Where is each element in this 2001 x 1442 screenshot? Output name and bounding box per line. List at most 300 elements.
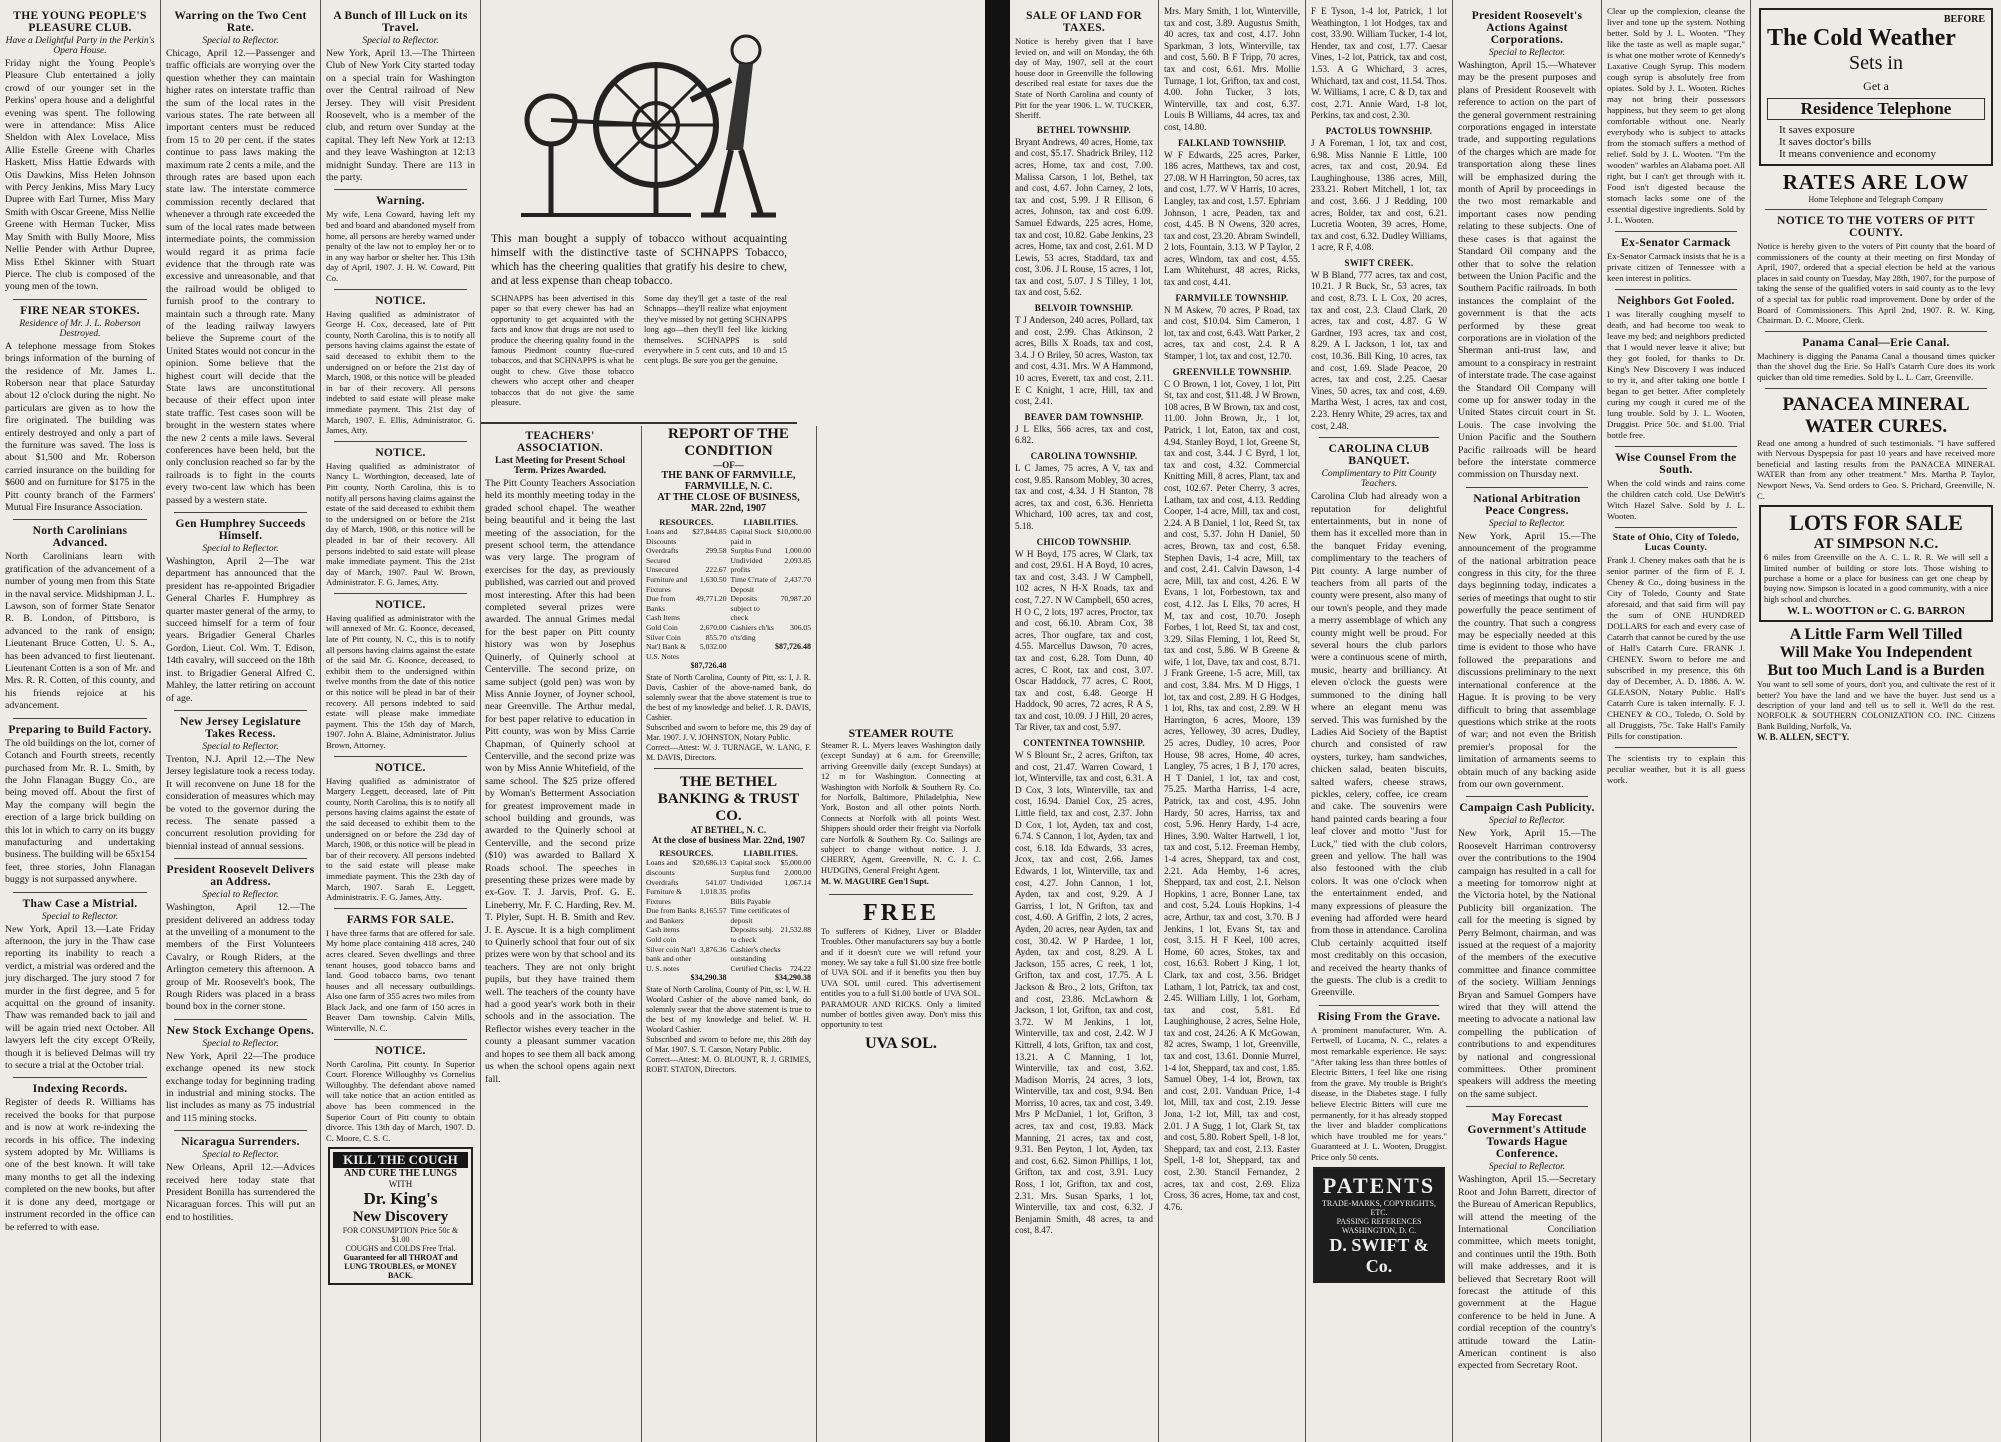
headline-carmack: Ex-Senator Carmack [1621, 237, 1731, 249]
divider [829, 894, 973, 895]
column-2 [161, 0, 320, 1442]
headline-notice: NOTICE. [375, 446, 426, 459]
column-12 [1751, 0, 2001, 1442]
ad-benefit: It saves exposure [1779, 124, 1855, 136]
divider [334, 189, 467, 190]
headline-rising-grave: Rising From the Grave. [1317, 1010, 1441, 1023]
left-newspaper-page [0, 0, 985, 1442]
steamer-schedule: Steamer R. L. Myers leaves Washington daily (except Sunday) at 6 a.m. for Greenville; arriving Greenville daily (except Sundays) at 12 m for Washington. Connecting at Washington with Norfolk & Southern Ry. Co. for Norfolk, Baltimore, Philadelphia, New York, Boston and all other points North. Connects at Norfolk with all points West. Shippers should order their freight via Norfolk care Norfolk & Southern Ry. Co. Sailings are subject to change without notice. J. J. CHERRY, Agent, Greenville, N. C. J. C. HUDGINS, General Freight Agent. [821, 741, 981, 875]
ledger-row [646, 945, 727, 974]
divider [334, 289, 467, 290]
divider [174, 1019, 307, 1020]
divider [654, 768, 803, 769]
divider [1466, 1106, 1588, 1107]
divider [1615, 289, 1737, 290]
notice-koonce: Having qualified as administrator with the will annexed of Mr. G. Koonce, deceased, late of Pitt county, N. C., this is to notify all persons having claims against the estate of the said Mr. G. Koonce, deceased, to exhibit them to the undersigned within twelve months from the date of this notice or this notice will be plead in bar of their recovery. All persons indebted to said estate will please make immediate payment. This the 15th day of March, 1907. John A. Blaine, Administrator. Julius Brown, Attorney. [326, 612, 475, 750]
subhead: Special to Reflector. [1488, 518, 1566, 529]
story-indexing: Register of deeds R. Williams has received the books for that purpose and is now at work re-indexing the records in his office. The indexing system adopted by Mr. Williams is one of the best known. It will take many months to get all the indexing completed on the new books, but after it is done any deed, mortgage or instrument recorded in the office can be referred to with ease. [5, 1097, 155, 1233]
ledger-row [646, 613, 727, 623]
ledger-amount: 1,000.00 [784, 546, 811, 556]
headline-peace-congress: National Arbitration Peace Congress. [1473, 492, 1581, 517]
ledger-item: Gold coin [646, 935, 677, 945]
ledger-row [731, 527, 812, 546]
ledger-amount: 2,437.70 [784, 574, 811, 584]
ledger-amount: $10,000.00 [776, 527, 811, 536]
report-of: —OF— [713, 460, 744, 470]
ledger-amount: 2,000.00 [784, 867, 811, 877]
ledger-item: Capital Stock paid in [730, 527, 772, 546]
bethel-statement [646, 848, 811, 982]
headline-roosevelt-corporations: President Roosevelt's Actions Against Corporations. [1471, 10, 1583, 46]
schnapps-caption: This man bought a supply of tobacco without acquainting himself with the distinctive taste of SCHNAPPS Tobacco, which has the cheering qualities that gratify his desire to chew, and at less expense than cheap tobacco. [491, 233, 787, 287]
ledger-amount: 70,987.20 [780, 594, 811, 604]
liabilities-total: $34,290.38 [775, 973, 811, 983]
headline-stock-exchange: New Stock Exchange Opens. [166, 1024, 315, 1037]
divider [334, 1039, 467, 1040]
story-wise-counsel: When the cold winds and rains come the children catch cold. Use DeWitt's Witch Hazel Salve. Sold by J. L. Wooten. [1607, 478, 1745, 521]
ledger-item: Undivided profits [730, 555, 763, 575]
report-bank-name: THE BANK OF FARMVILLE, FARMVILLE, N. C. [661, 470, 796, 492]
bethel-subscribed: Subscribed and sworn to before me, this 28th day of Mar. 1907. S. T. Carson, Notary Public. [646, 1035, 811, 1055]
ledger-item: Surplus fund [730, 867, 770, 877]
township-heading: PACTOLUS TOWNSHIP. [1325, 125, 1433, 136]
tax-sale-intro: Notice is hereby given that I have levied on, and will on Monday, the 6th day of May, 1907, sell at the court house door in Greenville the following described real estate for taxes due the State of North Carolina and county of Pitt for the year 1906. L. W. TUCKER, Sheriff. [1015, 36, 1153, 121]
lots-body: 6 miles from Greenville on the A. C. L. R. R. We will sell a limited number of building or store lots. Those wishing to purchase a home or a place for business can get one cheap by buying now. Simpson is located in a good community, with a nice high school and churches. [1764, 553, 1988, 604]
ledger-amount: 1,067.14 [784, 877, 811, 887]
summons-notice: North Carolina, Pitt county. In Superior Court. Florence Willoughby vs Cornelius Willoughby. The defendant above named will take notice that an action entitled as above has been commenced in the Superior Court of Pitt county to obtain divorce. This 13th day of March, 1907. D. C. Moore, C. S. C. [326, 1058, 475, 1143]
ledger-item: Due from Banks and Bankers [646, 906, 697, 925]
man-with-machine-illustration [481, 0, 797, 228]
ad-line: WITH [388, 1179, 413, 1190]
schnapps-body [481, 292, 797, 410]
story-ill-luck: New York, April 13.—The Thirteen Club of New York City started today on a special train for Washington over the Central railroad of New Jersey. They will visit President Roosevelt, who is a member of the club, and return over Sunday at the capital. They left New York at 12:13 and they leave Washington at 12:13 midnight Sunday. There are 113 in the party. [326, 48, 475, 184]
story-nj-legislature: Trenton, N.J. April 12.—The New Jersey legislature took a recess today. It will reconvene on June 18 for the consideration of measures which may be voted to the governor during the recess. The senate passed a concurrent resolution providing for biennial instead of annual sessions. [166, 753, 315, 852]
divider [13, 519, 147, 520]
ad-line: WASHINGTON, D. C. [1341, 1225, 1417, 1235]
ledger-item: Overdrafts Secured [646, 546, 679, 565]
ledger-row [731, 906, 812, 925]
subhead-thaw: Special to Reflector. [41, 911, 119, 922]
ad-get: Get a [1863, 79, 1889, 93]
ledger-item: Furniture & Fixtures [646, 887, 683, 906]
township-heading: FALKLAND TOWNSHIP. [1177, 137, 1287, 148]
farmville-attest: Correct—Attest: W. J. TURNAGE, W. LANG, F. M. DAVIS, Directors. [646, 743, 811, 763]
notice-cox: Having qualified as administrator of George H. Cox, deceased, late of Pitt county, North Carolina, this is to notify all persons having claims against the estate of said deceased to exhibit them to the undersigned on or before the 21st day of March, 1908, or this notice will be pleaded in bar of their recovery. All persons indebted to said estate will please make immediate payment. This 21st day of March, 1907. E. Ellis, Administrator. G. James, Atty. [326, 308, 475, 436]
story-teachers: The Pitt County Teachers Association held its monthly meeting today in the graded school chapel. The weather being beautiful and it being the last meeting of the association, for the present school term, the attendance was very large. The program of exercises for the day, as previously published, was carried out and proved most interesting. After this had been completed several prizes were awarded. The annual Grimes medal for the best paper on Pitt county history was won by Josephus Quinerly, of Quinerly school at Centerville. The second prize, on same subject (gold pen) was won by Miss Annie Joyner, of Joyner school, near Greenville. The Arthur medal, for best paper relative to education in Pitt county, was won by Miss Carrie Chapman, of Quinerly school at Centerville, and the second prize was won by Miss Annie Whitefield, of the same school. The $25 prize offered by Woman's Betterment Association for greatest improvement made in school building and grounds, was awarded to the Quinerly school at Centerville, and the second prize ($10) was awarded to Ballard X Roads school. The speeches in presenting these prizes were made by ex-Gov. T. J. Jarvis, Prof. G. E. Lineberry, Mr. F. C. Harding, Rev. M. T. Plyler, Supt. H. B. Smith and Rev. J. E. Ayscue. It is a high compliment to Quinerly school that four out of six prizes were won by that school and its teachers. They are not only bright pupils, but they have trained them well. The teachers of the county have had a good year's work both in their schools and in the association. The Reflector wishes every teacher in the county a pleasant summer vacation and hopes to see them all back among us when the school opens again next fall. [485, 478, 635, 1085]
divider [13, 1077, 147, 1078]
headline-wise-counsel: Wise Counsel From the South. [1615, 452, 1737, 476]
report-close-date: AT THE CLOSE OF BUSINESS, MAR. 22nd, 1907 [657, 492, 800, 514]
farmville-subscribed: Subscribed and sworn to before me, this 29 day of Mar. 1907. J. V. JOHNSTON, Notary Public. [646, 723, 811, 743]
ledger-amount: $5,000.00 [780, 858, 811, 868]
story-roosevelt-corporations: Washington, April 15.—Whatever may be the present purposes and plans of President Roosevelt with reference to action on the part of the general government restraining corporations engaged in interstate trade, and supporting regulations of the charges which are made for transportation along these lines will be emphasized during the month of April by proceedings in the two most remarkable and important cases now pending relating to these subjects. One of these cases is that against the Standard Oil company and the other that to solve the relation between the Union Pacific and the Southern Pacific railroads. In both instances the complaint of the government is that the acts performed by these great corporations are in violation of the Sherman anti-trust law, and amount to a conspiracy in restraint of interstate trade. The case against the Standard Oil Company will come up for answer today in the United States circuit court in St. Louis. The case involving the Union Pacific and the Southern Pacific railroads will be heard before the interstate commerce commission on Thursday next. [1458, 60, 1597, 481]
panacea-headline: PANACEA MINERAL WATER CURES. [1782, 393, 1970, 437]
subhead: Special to Reflector. [1488, 1162, 1566, 1173]
liabilities-heading: LIABILITIES. [743, 517, 799, 527]
divider [13, 299, 147, 300]
headline-panama: Panama Canal—Erie Canal. [1802, 336, 1950, 349]
subhead: Special to Reflector. [202, 544, 279, 555]
township-heading: GREENVILLE TOWNSHIP. [1172, 366, 1292, 377]
ad-line: FOR CONSUMPTION Price 50c & $1.00 [342, 1226, 459, 1245]
ledger-row [731, 858, 812, 868]
ledger-amount: 8,165.57 [699, 906, 727, 916]
headline-two-cent-rate: Warring on the Two Cent Rate. [174, 10, 307, 34]
story-hague: Washington, April 15.—Secretary Root and John Barrett, director of the Bureau of American Republics, will attend the meeting of the International Conciliation committee, which meets tonight, and continues until the 19th. Both will make addresses, and it is believed that Secretary Root will forecast the attitude of this government at the Hague conference to be held in June. A cordial reception of the country's attitude toward the Latin-American continent is also expected from Secretary Root. [1458, 1174, 1596, 1372]
headline-thaw-case: Thaw Case a Mistrial. [22, 897, 138, 910]
subhead-carolina-club: Complimentary to Pitt County Teachers. [1321, 469, 1437, 490]
right-newspaper-page [1010, 0, 2001, 1442]
ledger-row [646, 925, 727, 935]
ledger-item: Surplus Fund [730, 546, 772, 556]
column-10 [1453, 0, 1601, 1442]
township-list: F E Tyson, 1-4 lot, Patrick, 1 lot Weathington, 1 lot Hodges, tax and cost, 33.90. William Tucker, 1-4 lot, Hender, tax and cost, 1.77. Caesar Vines, 1-2 lot, Patrick, tax and cost, 1.53. A G Whichard, 3 acres, Whichard, tax and cost, 11.54. Thos. W. Williams, 1 acre, C & D, tax and cost, 2.71. Annie Ward, 1-8 lot, Perkins, tax and cost, 2.30. [1311, 6, 1447, 121]
story-humphrey: Washington, April 2—The war department has announced that the president has re-appointed Brigadier General Charles F. Humphrey as quarter master general of the army, to succeed himself for a term of four years. Brigadier General Charles Gordon, Lieut. Col. Wm. T. Edison, 14th cavalry, will succeed on the 18th inst. to Brigadier General Alfred C. Mahley, the latter retiring on account of age. [166, 556, 315, 704]
ledger-item: Deposits subject to check [730, 594, 760, 623]
ad-benefit: It saves doctor's bills [1779, 136, 1872, 148]
headline-roosevelt-address: President Roosevelt Delivers an Address. [166, 864, 315, 889]
ledger-row [646, 546, 727, 565]
ledger-row [731, 897, 812, 907]
township-list: W S Blount Sr., 2 acres, Grifton, tax and cost, 21.47. Warren Coward, 1 lot, Winterville, tax and cost, 6.31. A D Cox, 3 lots, Winterville, tax and cost, 16.94. Daniel Cox, 25 acres, Little field, tax and cost, 2.37. John D Cox, 1 lot, Ayden, tax and cost, 6.74. S Cannon, 1 lot, Ayden, tax and cost, 6.18. Ida Edwards, 33 acres, Jcox, tax and cost, 2.66. James Edwards, 1 lot, Winterville, tax and cost, 4.27. John Cannon, 1 lot, Ayden, tax and cost, 9.29. A J Garriss, 1 lot, N Grifton, tax and cost, 4.60. A Griffin, 2 lots, 2 acres, Ayden, 20 acres, near Ayden, tax and cost, 30.42. W P Hardee, 1 lot, Ayden, tax and cost, 8.29. A L Jackson, 155 acres, C reek, 1 lot, Grifton, tax and cost, 17.75. A L Jackson & Bro., 2 lots, Grifton, tax and cost, 23.86. McLawhorn & Jackson, 1 lot, Grifton, tax and cost, 3.72. W M Jenkins, 1 lot, Winterville, tax and cost, 2.42. W J Kittrell, 4 lots, Grifton, tax and cost, 13.21. A C Manning, 1 lot, Winterville, tax and cost, 3.62. Madison Morris, 24 acres, 3 lots, Winterville, tax and cost, 9.94. Ben Morriss, 10 acres, tax and cost, 3.49. Mrs P McDaniel, 1 lot, Grifton, 3 acres, tax and cost, 19.83. Mack Manning, 21 acres, tax and cost, 9.31. Ben Peyton, 1 lot, Ayden, tax and cost, 6.62. Simon Phillips, 1 lot, Grifton, tax and cost, 3.91. Lucy Ross, 1 lot, Grifton, tax and cost, 2.31. Mrs. Susan Sparks, 1 lot, Winterville, tax and cost, 6.32. J Benjamin Smith, 48 acres, ta and cost, 8.47. [1015, 750, 1153, 1236]
panacea-ad: Read one among a hundred of such testimonials. "I have suffered with Nervous Dyspepsia for past 10 years and have received more beneficial and lasting results from the PANACEA MINERAL WATER than from any other treatment." Mrs. Martha P. Taylor, Newport News, Va. Send orders to Geo. S. Prichard, Greenville, N. C. [1757, 437, 1995, 501]
ledger-row [731, 878, 812, 897]
divider [1466, 487, 1588, 488]
divider [1615, 747, 1737, 748]
ledger-item: Furniture and Fixtures [646, 574, 688, 594]
story-carolina-club: Carolina Club had already won a reputation for delightful entertainments, but in none of them has it excelled more than in the banquet Friday evening, complimentary to the teachers of Pitt county. A large number of teachers from all parts of the county were present, also many of our town's people, and they made a merry assemblage of which any county might well be proud. For several hours the club parlors were a continuous scene of mirth, music, hearty and brilliancy. At eleven o'clock the guests were summoned to the dining hall where an elegant menu was served. This was furnished by the Ladies Aid Society of the Baptist church and consisted of raw oysters, turkey, ham sandwiches, chicken salad, beaten biscuits, salted wafers, cheese straws, pickles, celery, coffee, ice cream and cake. The souvenirs were hand painted cards bearing a four leaf clover and motto "Just for Luck," tied with the club colors, green and yellow. The hall was also festooned with the club colors. It was one o'clock when the entertainment ended, and many expressions of pleasure the evening had afforded were heard from those in attendance. Carolina Club certainly acquitted itself most creditably on this occasion, and received the hearty thanks of the guests. The club is a credit to Greenville. [1311, 491, 1447, 999]
ad-line: D. SWIFT & Co. [1329, 1234, 1429, 1276]
township-heading: BELVOIR TOWNSHIP. [1034, 303, 1134, 314]
divider [1765, 331, 1987, 332]
divider [13, 718, 147, 719]
ledger-row [731, 925, 812, 944]
ad-before: BEFORE [1943, 14, 1985, 25]
ledger-item: Loans and discounts [646, 858, 678, 877]
headline-nc-advanced: North Carolinians Advanced. [32, 525, 128, 550]
ledger-amount: 3,876.36 [699, 944, 727, 954]
lots-names: W. L. WOOTTON or C. G. BARRON [1786, 605, 1966, 618]
headline-fire-near-stokes: FIRE NEAR STOKES. [20, 304, 140, 317]
divider [1615, 527, 1737, 528]
headline-tax-sale: SALE OF LAND FOR TAXES. [1026, 10, 1142, 34]
divider [174, 858, 307, 859]
headline-pleasure-club: THE YOUNG PEOPLE'S PLEASURE CLUB. [13, 10, 147, 34]
divider [1466, 796, 1588, 797]
rates-are-low: RATES ARE LOW [1782, 170, 1970, 194]
ad-phone: Residence Telephone [1767, 98, 1985, 120]
ledger-row [646, 887, 727, 906]
township-heading: CONTENTNEA TOWNSHIP. [1023, 738, 1145, 749]
divider [334, 756, 467, 757]
story-fire: A telephone message from Stokes brings information of the burning of the residence of Mr. James L. Roberson near that place Saturday about 12 o'clock during the night. No particulars are given as to how the fire originated. The building was entirely destroyed and only a part of the furniture was saved. The loss is about $1,500 and Mr. Roberson carried insurance on the building for $600 and on furniture for $175 in the Pitt county branch of the Farmers' Mutual Fire Insurance Association. [5, 340, 155, 513]
township-list: T J Anderson, 240 acres, Pollard, tax and cost, 2.99. Chas Atkinson, 2 acres, Bills X Roads, tax and cost, 3.4. J O Briley, 50 acres, Waston, tax and cost, 4.31. Mrs. W A Hammond, 10 acres, Everett, tax and cost, 2.11. E C Knight, 1 acre, Hill, tax and cost, 2.41. [1015, 315, 1153, 407]
report-title: REPORT OF THE CONDITION [668, 426, 789, 459]
township-list: W F Edwards, 225 acres, Parker, 186 acres, Matthews, tax and cost, 27.08. W H Harrington, 50 acres, tax and cost, 1.77. W V Harris, 10 acres, Langley, tax and cost, 1.57. Ephriam Johnson, 1 acre, Peaden, tax and cost, 4.45. B N Owens, 320 acres, tax and cost, 23.20. Abram Swindell, 2 lots, Fountain, 3.13. W P Taylor, 2 acres, Windom, tax and cost, 4.55. Lam Whitehurst, 48 acres, Ricks, tax and cost, 4.41. [1164, 149, 1301, 288]
farm-line: Will Make You Independent [1779, 644, 1973, 662]
ledger-row [646, 633, 727, 643]
ad-line: PATENTS [1322, 1172, 1436, 1198]
ledger-item: Cashiers ch'ks o'ts'ding [730, 622, 774, 642]
ledger-item: Silver coin Nat'l bank and other U. S. notes [646, 944, 696, 973]
ledger-item: Time certificates of deposit [730, 906, 790, 925]
resources-total: $34,290.38 [690, 973, 727, 983]
divider [174, 1130, 307, 1131]
bethel-oath: State of North Carolina, County of Pitt, ss: I, W. H. Woolard Cashier of the above named bank, do solemnly swear that the above statement is true to the best of my knowledge and belief. W. H. Woolard Cashier. [646, 985, 811, 1035]
ledger-row [646, 527, 727, 546]
headline-factory: Preparing to Build Factory. [8, 723, 152, 736]
ledger-item: Cash items [646, 925, 680, 935]
headline-notice: NOTICE. [375, 294, 426, 307]
farm-body: You want to sell some of yours, don't you, and cultivate the rest of it better? You have the land and we have the buyer. Just send us a description of your land and tell us to sell it. We'll do the rest. NORFOLK & SOUTHERN COLONIZATION CO. INC. Citizens Bank Building, Norfolk, Va. [1757, 680, 1995, 731]
headline-farms-for-sale: FARMS FOR SALE. [346, 913, 455, 926]
ledger-row [731, 546, 812, 556]
farms-for-sale: I have three farms that are offered for sale. My home place containing 418 acres, 240 acres cleared. Seven dwellings and three tenant houses, good tobacco barns and land. Good tobacco barns, two tenant houses and all necessary outbuildings. Also one farm of 355 acres two miles from Black Jack, and one farm of 150 acres in Beaver Dam township. Calvin Mills, Winterville, N. C. [326, 927, 475, 1034]
headline-cheney: State of Ohio, City of Toledo, Lucas County. [1612, 533, 1740, 553]
ledger-row [646, 906, 727, 925]
lots-for-sale-ad [1759, 505, 1993, 622]
liabilities-heading: LIABILITIES. [743, 848, 799, 859]
story-thaw: New York, April 13.—Late Friday afternoon, the jury in the Thaw case reporting its inability to reach a verdict, a mistrial was ordered and the jury discharged. The jury stood 7 for murder in the first degree, and 5 for acquittal on the ground of insanity. Thaw was remanded back to jail and will be again tried next October. All lawyers left the city except O'Reily, though it is believed Delmas will try to secure a trial at the October trial. [5, 923, 155, 1072]
lots-headline: LOTS FOR SALE [1789, 510, 1963, 536]
telephone-ad [1759, 8, 1993, 166]
column-8 [1159, 0, 1305, 1442]
farm-line: But too Much Land is a Burden [1767, 662, 1985, 680]
teachers-association [481, 426, 639, 1086]
divider [1319, 1005, 1439, 1006]
subhead: Special to Reflector. [202, 1038, 279, 1049]
ledger-item: Bills Payable [730, 896, 771, 906]
township-list: J L Elks, 566 acres, tax and cost, 6.82. [1015, 423, 1153, 446]
liabilities-list [731, 527, 812, 642]
headline-humphrey: Gen Humphrey Succeeds Himself. [175, 518, 306, 543]
ad-benefit: It means convenience and economy [1779, 148, 1936, 160]
cheney-catarrh-ad: Frank J. Cheney makes oath that he is senior partner of the firm of F. J. Cheney & Co., doing business in the City of Toledo, County and State aforesaid, and that said firm will pay the sum of ONE HUNDRED DOLLARS for each and every case of Catarrh that cannot be cured by the use of Hall's Catarrh Cure. FRANK J. CHENEY. Sworn to before me and subscribed in my presence, this 6th day of December, A. D. 1886. A. W. GLEASON, Notary Public. Hall's Catarrh Cure is taken internally. F. J. CHENEY & CO., Toledo, O. Sold by all Druggists, 75c. Take Hall's Family Pills for constipation. [1607, 555, 1745, 741]
ledger-row [646, 565, 727, 575]
story-two-cent-rate: Chicago, April 12.—Passenger and traffic officials are worrying over the question whether they can maintain higher rates on interstate traffic than the sum of the local rates in the various states. The rate between all important centers must be reduced from 15 to 20 per cent. if the states continue to pass laws making the maximum rate 2 cents a mile, and the through rates are based upon each state law. The interstate commerce commission recently declared that whenever a through rate exceeded the sum of the local rates made between intermediate points, the commission would regard it as prima facie evidence that the through rate was excessive and unreasonable, and that the railroad would be obliged to furnish proof to the contrary to maintain such a through rate. Many of the leading railway lawyers believe the Supreme court of the United States would not concur in the opinion. Some believe that the highest court will decide that the State laws are unconstitutional because of their effect upon inter state traffic. Test cases soon will be brought in the western states where the new 2 cents a mile laws. Several conferences have been held, but the only conclusion reached so far by the railroads is to fight in the courts every two-cent law which has been passed by a western state. [166, 48, 315, 506]
headline-nj-legislature: New Jersey Legislature Takes Recess. [180, 715, 301, 740]
ledger-amount: $27,844.85 [692, 527, 727, 536]
ledger-row [731, 594, 812, 623]
farmville-oath: State of North Carolina, County of Pitt, ss: I, J. R. Davis, Cashier of the above-named bank, do solemnly swear that the above statement is true to the best of my knowledge and belief. J. R. DAVIS, Cashier. [646, 673, 811, 723]
column-3 [321, 0, 480, 1442]
ledger-item: Undivided profits [730, 877, 763, 897]
headline-indexing: Indexing Records. [32, 1083, 128, 1096]
ledger-amount: 541.07 [705, 877, 727, 887]
ad-line: Guaranteed for all THROAT and LUNG TROUBLES, or MONEY BACK. [343, 1253, 458, 1281]
ledger-amount: $20,686.13 [692, 858, 727, 868]
ledger-row [731, 945, 812, 964]
farm-foot: W. B. ALLEN, SECT'Y. [1757, 732, 1850, 743]
wooten-ads: Clear up the complexion, cleanse the liver and tone up the system. Nothing better. Sold by J. L. Wooten. "They like the taste as well as maple sugar," is what one mother wrote of Kennedy's Laxative Cough Syrup. This modern cough syrup is absolutely free from opiates. Sold by J. L. Wooten. Riches may not bring their possessors happiness, but they seem to get along comfortable without one. Nearly everybody who is subject to attacks from the stomach suffers a method of relief. Sold by J. L. Wooten. "I'm the wooden" warbles an Alabama poet. All right, but I can't get through with it. Food isn't digested because the stomach lacks some one of the essential digestive ingredients. Sold by J. L. Wooten. [1607, 6, 1745, 225]
headline-nicaragua: Nicaragua Surrenders. [181, 1136, 300, 1149]
ledger-amount: 1,630.50 [699, 574, 727, 584]
notice-leggett: Having qualified as administrator of Margery Leggett, deceased, late of Pitt county, North Carolina, this is to notify all persons having claims against the estate of the said deceased to exhibit them to the undersigned on or before the 23d day of March, 1908, or this notice will be plead in bar of their recovery. All persons indebted to the said estate will please make immediate payment. This the 23th day of March, 1907. Sarah E. Leggett, Administratrix. F. G. James, Atty. [326, 775, 475, 903]
ledger-amount: 21,532.88 [780, 925, 811, 935]
ad-line: AND CURE THE LUNGS [344, 1168, 457, 1180]
ledger-amount: 299.58 [705, 546, 727, 556]
township-heading: FARMVILLE TOWNSHIP. [1175, 292, 1289, 303]
story-neighbors: I was literally coughing myself to death, and had become too weak to leave my bed; and neighbors predicted that I would never leave it alive; but they got fooled, for thanks to Dr. King's New Discovery I was induced to try it, and after taking one bottle I began to get better. After completely curing my cough it cured me of the lung trouble. Sold by J. L. Wooten, Druggist. Price 50c. and $1.00. Trial bottle free. [1607, 309, 1745, 440]
ledger-item: Silver Coin [646, 632, 681, 642]
schnapps-text-left: SCHNAPPS has been advertised in this paper so that every chewer has had an opportunity to get acquainted with the facts and know that drugs are not used to produce the cheering quality found in the famous Piedmont country flue-cured tobaccos, and that SCHNAPPS is what he ought to chew. Give those tobacco chewers who accept other and cheaper tobaccos that do not give the same pleasure. [491, 294, 634, 408]
farmville-resources [646, 517, 727, 670]
ledger-amount: 306.05 [790, 622, 811, 632]
ledger-item: Gold Coin [646, 622, 678, 632]
weather-note: The scientists try to explain this peculiar weather, but it is all guess work. [1607, 753, 1745, 785]
divider [13, 892, 147, 893]
ledger-item: Loans and Discounts [646, 527, 678, 546]
headline-teachers: TEACHERS' ASSOCIATION. [516, 430, 604, 454]
ledger-row [646, 575, 727, 594]
resources-list [646, 527, 727, 661]
dr-kings-ad [328, 1147, 473, 1285]
ledger-item: Cashier's checks outstanding [730, 944, 781, 964]
headline-notice: NOTICE. [375, 761, 426, 774]
headline-carolina-club: CAROLINA CLUB BANQUET. [1328, 443, 1430, 468]
ledger-amount: 724.22 [790, 963, 811, 973]
ledger-amount: 855.70 [705, 632, 727, 642]
patents-ad [1313, 1167, 1445, 1283]
township-list: Bryant Andrews, 40 acres, Home, tax and cost, $5.17. Shadrick Briley, 112 acres, Home, tax and cost, 7.00. Malissa Carson, 1 lot, Bethel, tax and cost, 4.67. John Carney, 2 lots, tax and cost, 5.99. J R Ellison, 6 acres, Johnson, tax and cost 6.09. Samuel Edwards, 225 acres, Home, tax and cost, 10.82. Gabe Jenkins, 23 acres, Home, tax and cost, 2.61. M D Lewis, 53 acres, Staddard, tax and cost, 3.06. J L Rouse, 15 acres, 1 lot, tax and cost, 5.07. J S Tilley, 1 lot, tax and cost, 5.62. [1015, 136, 1153, 298]
divider [1319, 437, 1439, 438]
page-gutter [985, 0, 1010, 1442]
column-7 [1010, 0, 1158, 1442]
column-1 [0, 0, 160, 1442]
ledger-row [731, 623, 812, 642]
ledger-item: Cash Items [646, 613, 680, 623]
divider [1765, 209, 1987, 210]
headline-notice: NOTICE. [375, 598, 426, 611]
township-heading: CAROLINA TOWNSHIP. [1030, 451, 1138, 461]
headline-campaign-publicity: Campaign Cash Publicity. [1459, 802, 1595, 815]
liabilities-list [731, 858, 812, 973]
story-roosevelt-address: Washington, April 12.—The president delivered an address today at the unveiling of a monument to the members of the First Volunteers Cavalry, or Rough Riders, at the Arlington cemetery this afternoon. A group of Mr. Roosevelt's book, The Rough Riders was placed in a brass bound box in the corner stone. [166, 902, 315, 1013]
story-nc-advanced: North Carolinians learn with gratification of the advancement of a number of young men from this State in the naval service. Midshipman J. L. Lawson, son of former State Senator R. B. London, of Pittsboro, is advanced to the rank of ensign; Lieutenant Bruce Cotten, U. S. A., has been advanced to first lieutenant. Lieutenant Cotten is a son of Mr. and Mrs. R. R. Cotten, of this county, and his friends rejoice at his advancement. [5, 551, 155, 712]
township-list: W B Bland, 777 acres, tax and cost, 10.21. J R Buck, Sr., 53 acres, tax and cost, 8.73. L L Cox, 20 acres, tax and cost, 2.3. Claud Clark, 20 acres, tax and cost, 4.87. G W Gardner, 193 acres, tax and cost, 8.29. A L Jackson, 1 lot, tax and cost, 10.36. Bill King, 10 acres, tax and cost, 1.69. Slade Peacoe, 20 acres, tax and cost, 2.25. Caesar Vines, 50 acres, tax and cost, 4.69. Martha West, 1 acres, tax and cost, 2.23. Henry White, 29 acres, tax and cost, 2.48. [1311, 269, 1447, 431]
ledger-item: Time C'rtate of Deposit [730, 574, 777, 594]
story-nicaragua: New Orleans, April 12.—Advices received here today state that President Bonilla has surrendered the Nicaraguan forces. This will put an end to hostilities. [166, 1162, 315, 1223]
ledger-row [646, 878, 727, 888]
ledger-item: Unsecured [646, 565, 679, 575]
ad-line: New Discovery [352, 1209, 449, 1226]
bethel-attest: Correct—Attest: M. O. BLOUNT, R. J. GRIMES, ROBT. STATON, Directors. [646, 1055, 811, 1075]
ad-line: TRADE-MARKS, COPYRIGHTS, ETC. [1321, 1198, 1436, 1217]
story-campaign-publicity: New York, April 15.—The Roosevelt Harriman controversy over the contributions to the 1904 campaign has resulted in a call for a meeting for tomorrow night at the Victoria hotel, by the National Publicity bill organization. The call for the meeting is signed by Perry Belmont, chairman, and was issued at the request of a majority of the members of the executive committee and finance committee of the society. William Jennings Bryan and Samuel Gompers have wired that they will attend the meeting to advocate a national law compelling the publication of contributions to and expenditures by national and congressional committees. Other prominent speakers will address the meeting on the same subject. [1458, 828, 1596, 1100]
township-heading: BETHEL TOWNSHIP. [1036, 124, 1132, 135]
ledger-amount: 5,032.00 [699, 642, 727, 652]
story-factory: The old buildings on the lot, corner of Cotanch and Fourth streets, recently purchased from Mr. R. L. Smith, by the John Flanagan Buggy Co., are being moved off. About the first of May the company will begin the erection of a large brick building on this lot in which to carry on its buggy manufacturing and undertaking business. The building will be 65x154 feet, three stories, John Flanagan buggy is not surpassed anywhere. [5, 737, 155, 886]
column-11 [1602, 0, 1750, 1442]
township-list: L C James, 75 acres, A V, tax and cost, 9.85. Ransom Mobley, 30 acres, tax and cost, 4.34. J H Stanton, 78 acres, tax and cost, 6.36. Henrietta Whichard, 100 acres, tax and cost, 5.18. [1015, 463, 1153, 531]
ledger-row [731, 964, 812, 974]
ledger-row [731, 575, 812, 594]
resources-heading: RESOURCES. [659, 517, 714, 527]
resources-heading: RESOURCES. [659, 848, 714, 859]
ledger-row [731, 868, 812, 878]
farm-line: A Little Farm Well Tilled [1789, 626, 1963, 644]
headline-notice: NOTICE. [375, 1044, 426, 1057]
story-pleasure-club: Friday night the Young People's Pleasure Club entertained a jolly crowd of our younger set in the Perkins' opera house and a delightful evening was spent. The following were in attendance: Miss Alice Sheldon with Alex Lovelace, Miss Allie Estelle Greene with Charles Haskett, Miss Hattie Edwards with Otis Dawkins, Miss Helen Johnson with Percy Jenkins, Miss Mary Lucy Dupree with Earl Turner, Miss Mary Smith with Oscar Greene, Miss Nellie Greene with Herman Tucker, Miss May Smith with Bully Moore, Miss Nellie Pender with Arthur Dupree, Miss Ethel Skinner with Stuart Pierce. The club is composed of the young men of the town. [5, 58, 155, 293]
township-heading: CHICOD TOWNSHIP. [1036, 536, 1132, 547]
ledger-row [646, 623, 727, 633]
story-peace-congress: New York, April 15.—The announcement of the programme of the national arbitration peace congress in this city, for the three days beginning today, indicates a series of meetings that ought to stir powerfully the peace sentiment of the country. That such a congress may be especially needed at this time is evident to those who have followed the preparations and discussions preliminary to the next international conference at the Hague. It is proving to be very difficult to bring that assemblage questions which strike at the roots of war; and not even the British premier's proposal for the limitation of armaments seems to obtain much of any backing aside from our own government. [1458, 530, 1596, 790]
ledger-amount: 49,771.20 [696, 594, 727, 604]
divider [174, 512, 307, 513]
divider [1765, 388, 1987, 389]
bethel-close: At the close of business Mar. 22nd, 1907 [652, 835, 805, 846]
ledger-amount: 2,670.00 [699, 622, 727, 632]
subhead: Special to Reflector. [202, 890, 279, 901]
steamer-headline: STEAMER ROUTE [848, 726, 954, 740]
lots-sub: AT SIMPSON N.C. [1813, 536, 1939, 553]
township-list: C O Brown, 1 lot, Covey, 1 lot, Pitt St, tax and cost, $11.48. J W Brown, 108 acres, B W Brown, tax and cost, 11.00. John Brown, Jr., 1 lot, Patrick, 1 lot, Eaton, tax and cost, 4.94. Stanley Boyd, 1 lot, Greene St, tax and cost, 3.44. J C Byrd, 1 lot, tax and cost, 4.32. Commercial Knitting Mill, 8 acres, Plant, tax and cost, 102.67. Peter Cherry, 3 acres, Latham, tax and cost, 4.13. Redding Cooper, 1-4 acre, Mill, tax and cost, 2.24. A B Daniel, 1 lot, Reed St, tax and cost, 5.37. John H Daniel, 50 acres, Brown, tax and cost, 6.58. Stephen Davis, 1-4 acre, Mill, tax and cost, 2.41. Calvin Dawson, 1-4 acre, Mill, tax and cost, 4.26. E W Evans, 1 lot, Forbestown, tax and cost, 4.12. Jas L Elks, 70 acres, H M, tax and cost, 10.70. Joseph Forbes, 1 lot, Reed St, tax and cost, 3.29. Silas Fleming, 1 lot, Reed St, tax and cost, 5.86. W B Greene & wife, 1 lot, Dave, tax and cost, 8.71. J Frank Greene, 1-5 acre, Mill, tax and cost, 3.84. Mrs. M D Higgs, 1 lot, tax and cost, 2.89. H G Hodges, 1 lot, Rhs, tax and cost, 2.89. W H Harrington, 6 acres, Moore, 139 acres, Yellowey, 30 acres, Dudley, 25 acres, Dudley, 10 acres, Poor House, 98 acres, Home, 40 acres, Langley, 75 acres, 1 B J, 170 acres, H T Daniel, 1 lot, tax and cost, 75.25. Martha Harriss, 1-4 acre, Patrick, tax and cost, 4.95. John Hardy, 50 acres, Harriss, tax and cost, 5.96. Henry Hardy, 1-4 acre, Hines, 3.90. Walter Hartwell, 1 lot, tax and cost, 5.12. Freeman Hemby, 1-4 acres, Sheppard, tax and cost, 2.21. Ada Hemby, 1-6 acres, Sheppard, tax and cost, 2.1. Nelson Hopkins, 1 acre, Bonner Lane, tax and cost, 5.24. Louis Hopkins, 1-4 acre, Arthur, tax and cost, 3.70. B J Jenkins, 1 lot, Evans St, tax and cost, 3.15. H F Keel, 100 acres, Home, 60 acres, Stokes, tax and cost, 16.63. Robert J King, 1 lot, Clark, tax and cost, 3.56. Bridget Latham, 1 lot, Patrick, tax and cost, 2.45. William Lilly, 1 lot, Gorham, tax and cost, 5.81. Ed Laughinghouse, 2 acres, Selne Hole, tax and cost, 24.26. A K McGowan, 82 acres, Swamp, 1 lot, Greenville, tax and cost, 13.61. Donnie Murrel, 1-4 lot, Sheppard, tax and cost, 1.85. Samuel Obey, 1-4 lot, Brown, tax and cost, 2.01. Vanduan Price, 1-4 lot, Mill, tax and cost, 2.19. Jesse Jona, 1-2 lot, Mill, tax and cost, 2.01. J A Sugg, 1 lot, Clark St, tax and cost, 5.80. Robert Spell, 1-8 lot, Sheppard, tax and cost, 2.13. Easter Spell, 1-8 lot, Sheppard, tax and cost, 2.30. Stancil Fernandez, 2 acres, tax and cost, 2.69. Eliza Cross, 36 acres, Home, tax and cost, 4.76. [1164, 378, 1300, 1212]
ledger-item: Deposits subj. to check [730, 925, 774, 945]
telco-name: Home Telephone and Telegraph Company [1808, 195, 1944, 204]
ledger-amount: 2,093.85 [784, 555, 811, 565]
divider [1615, 446, 1737, 447]
ledger-item: Certified Checks [730, 963, 782, 973]
column-5 [641, 426, 815, 1442]
subhead: Special to Reflector. [202, 741, 279, 752]
ledger-row [646, 935, 727, 945]
township-heading: BEAVER DAM TOWNSHIP. [1024, 411, 1144, 422]
headline-ill-luck: A Bunch of Ill Luck on its Travel. [333, 10, 468, 34]
ledger-amount: 222.67 [705, 565, 727, 575]
township-list: N M Askew, 70 acres, P Road, tax and cost, $10.04. Sim Cameron, 1 lot, tax and cost, 6.43. Watt Parker, 2 acres, tax and cost, 2.4. R A Stamper, 1 lot, tax and cost, 12.70. [1164, 304, 1300, 362]
story-stock-exchange: New York, April 22—The produce exchange opened its new stock exchange today for beginning trading in industrial and mining stocks. The list includes as many as 75 industrial and 115 mining stocks. [166, 1050, 315, 1124]
headline-hague: May Forecast Government's Attitude Towards Hague Conference. [1467, 1112, 1587, 1161]
ledger-amount: 1,018.35 [699, 887, 727, 897]
township-list: W H Boyd, 175 acres, W Clark, tax and cost, 29.61. H A Boyd, 10 acres, tax and cost, 3.43. J W Campbell, 102 acres, N H-X Roads, tax and cost, 7.27. N W Campbell, 650 acres, H O C, 2 lots, 197 acres, Proctor, tax and cost, 66.10. Abram Cox, 38 acres, Thor ougfare, tax and cost, 4.55. Marcellus Dawson, 70 acres, tax and cost, 6.28. Tom Dunn, 40 acres, C Root, tax and cost, 3.07. Oscar Haddock, 77 acres, C Root, tax and cost, 6.48. George H Haddock, 90 acres, 72 acres, R A S, tax and cost, 10.09. J J Hill, 20 acres, Tar River, tax and cost, 5.97. [1015, 548, 1153, 733]
subhead: Special to Reflector. [202, 1150, 279, 1161]
story-rising-grave: A prominent manufacturer, Wm. A. Fertwell, of Lucama, N. C., relates a most remarkable experience. He says: "After taking less than three bottles of Electric Bitters, I feel like one rising from the grave. My trouble is Bright's disease, in the Diabetes stage. I fully believe Electric Bitters will cure me permanently, for it has already stopped the liver and bladder complications which have troubled me for years." Guaranteed at J. L. Wooten, Druggist. Price only 50 cents. [1311, 1024, 1447, 1162]
ledger-row [646, 594, 727, 613]
ledger-item: Capital stock [730, 858, 771, 868]
subhead: Special to Reflector. [1488, 816, 1566, 827]
bethel-place: AT BETHEL, N. C. [690, 825, 767, 836]
subhead-pleasure-club: Have a Delightful Party in the Perkin's Opera House. [5, 36, 155, 56]
uva-sol-foot: UVA SOL. [865, 1034, 937, 1052]
column-9 [1306, 0, 1452, 1442]
township-list: Mrs. Mary Smith, 1 lot, Winterville, tax and cost, 3.89. Augustus Smith, 40 acres, tax and cost, 4.17. John Sparkman, 3 lots, Winterville, tax and cost, 5.60. B F Tripp, 70 acres, tax and cost, 6.61. Mrs. Mollie Turnage, 1 lot, Grifton, tax and cost, 4.00. John Tucker, 3 lots, Winterville, tax and cost, 6.37. Louis B Williams, 44 acres, tax and cost, 14.80. [1164, 6, 1300, 132]
township-heading: SWIFT CREEK. [1344, 257, 1414, 268]
headline-warning: Warning. [376, 195, 425, 208]
ad-line: Dr. King's [363, 1189, 438, 1209]
ledger-item: Nat'l Bank & U.S. Notes [646, 642, 687, 661]
ledger-row [646, 858, 727, 877]
column-6-left [816, 426, 985, 1442]
divider [334, 441, 467, 442]
ad-title: Sets in [1849, 52, 1903, 74]
subhead: Special to Reflector. [202, 36, 279, 46]
schnapps-ad [481, 0, 797, 424]
free-headline: FREE [862, 899, 939, 926]
subhead: Special to Reflector. [1488, 48, 1566, 58]
ledger-row [646, 642, 727, 661]
subhead: Special to Reflector. [362, 36, 439, 46]
headline-voters-notice: NOTICE TO THE VOTERS OF PITT COUNTY. [1777, 215, 1975, 239]
divider [334, 908, 467, 909]
bethel-title: THE BETHEL BANKING & TRUST CO. [657, 774, 800, 825]
divider [1615, 231, 1737, 232]
farmville-liabilities [731, 517, 812, 670]
ledger-item: Due from Banks [646, 594, 676, 613]
farmville-statement [646, 517, 811, 670]
ledger-row [731, 556, 812, 575]
resources-total: $87,726.48 [690, 661, 727, 671]
voters-notice: Notice is hereby given to the voters of Pitt county that the board of commissioners of the county at their meeting on first Monday of April, 1907, ordered that a special election be held at the various places in said county on Tuesday, May 28th, 1907, for the purpose of taking the sense of the qualified voters in said county as to the levy of a special tax for public road improvement. Done by order of the Board of Commissioners. This April 2nd, 1907. R. W. King, Chairman. D. C. Moore, Clerk. [1757, 241, 1995, 326]
